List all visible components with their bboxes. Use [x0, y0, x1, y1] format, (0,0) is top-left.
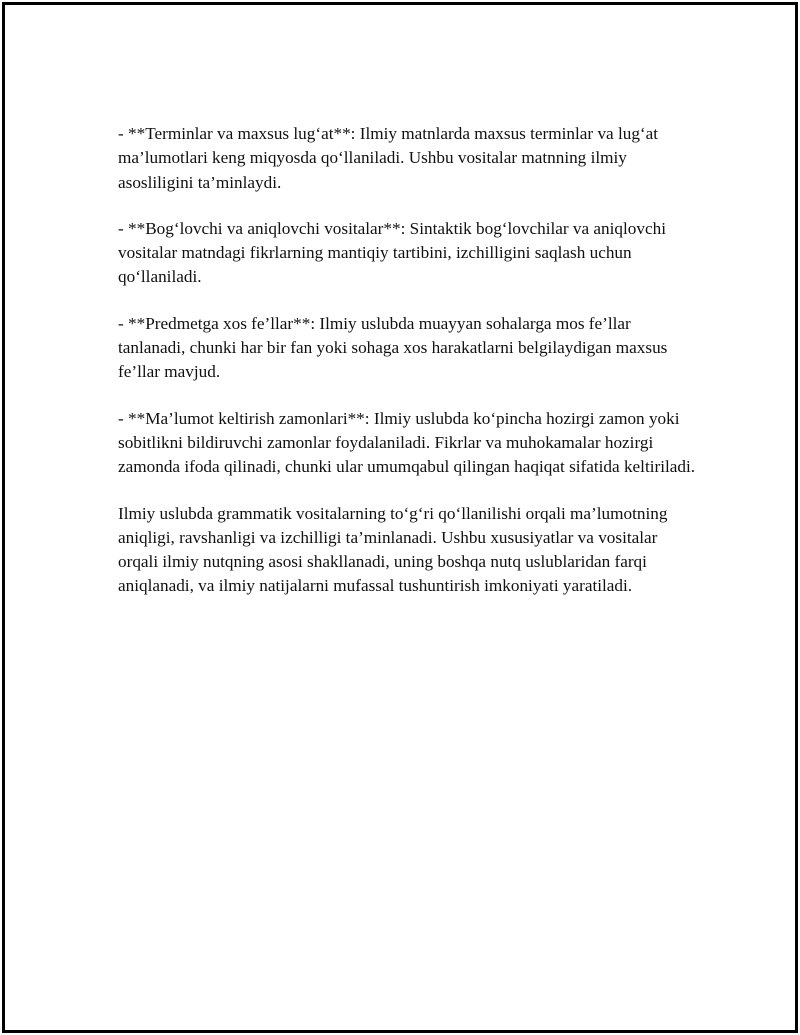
paragraph-conclusion: Ilmiy uslubda grammatik vositalarning to‘g‘ri qo‘llanilishi orqali ma’lumotning aniqligi, ravshanligi va izchilligi ta’minlanadi. Ushbu xususiyatlar va vositalar orqali ilmiy nutqning asosi shakllanadi, uning boshqa nutq uslublaridan farqi aniqlanadi, va ilmiy natijalarni mufassal tushuntirish imkoniyati yaratiladi. [118, 503, 668, 596]
paragraph-boglovchi: - **Bog‘lovchi va aniqlovchi vositalar**: Sintaktik bog‘lovchilar va aniqlovchi vositalar matndagi fikrlarning mantiqiy tartibini, izchilligini saqlash uchun qo‘llaniladi. [118, 218, 666, 287]
paragraph-malumot: - **Ma’lumot keltirish zamonlari**: Ilmiy uslubda ko‘pincha hozirgi zamon yoki sobitlikni bildiruvchi zamonlar foydalaniladi. Fikrlar va muhokamalar hozirgi zamonda ifoda qilinadi, chunki ular umumqabul qilingan haqiqat sifatida keltiriladi. [118, 408, 696, 477]
document-body [118, 122, 698, 621]
document-page [2, 2, 798, 1033]
paragraph-terminlar: - **Terminlar va maxsus lug‘at**: Ilmiy matnlarda maxsus terminlar va lug‘at ma’lumotlari keng miqyosda qo‘llaniladi. Ushbu vositalar matnning ilmiy asosliligini ta’minlaydi. [118, 124, 659, 192]
paragraph-predmetga: - **Predmetga xos fe’llar**: Ilmiy uslubda muayyan sohalarga mos fe’llar tanlanadi, chunki har bir fan yoki sohaga xos harakatlarni belgilaydigan maxsus fe’llar mavjud. [118, 313, 668, 382]
